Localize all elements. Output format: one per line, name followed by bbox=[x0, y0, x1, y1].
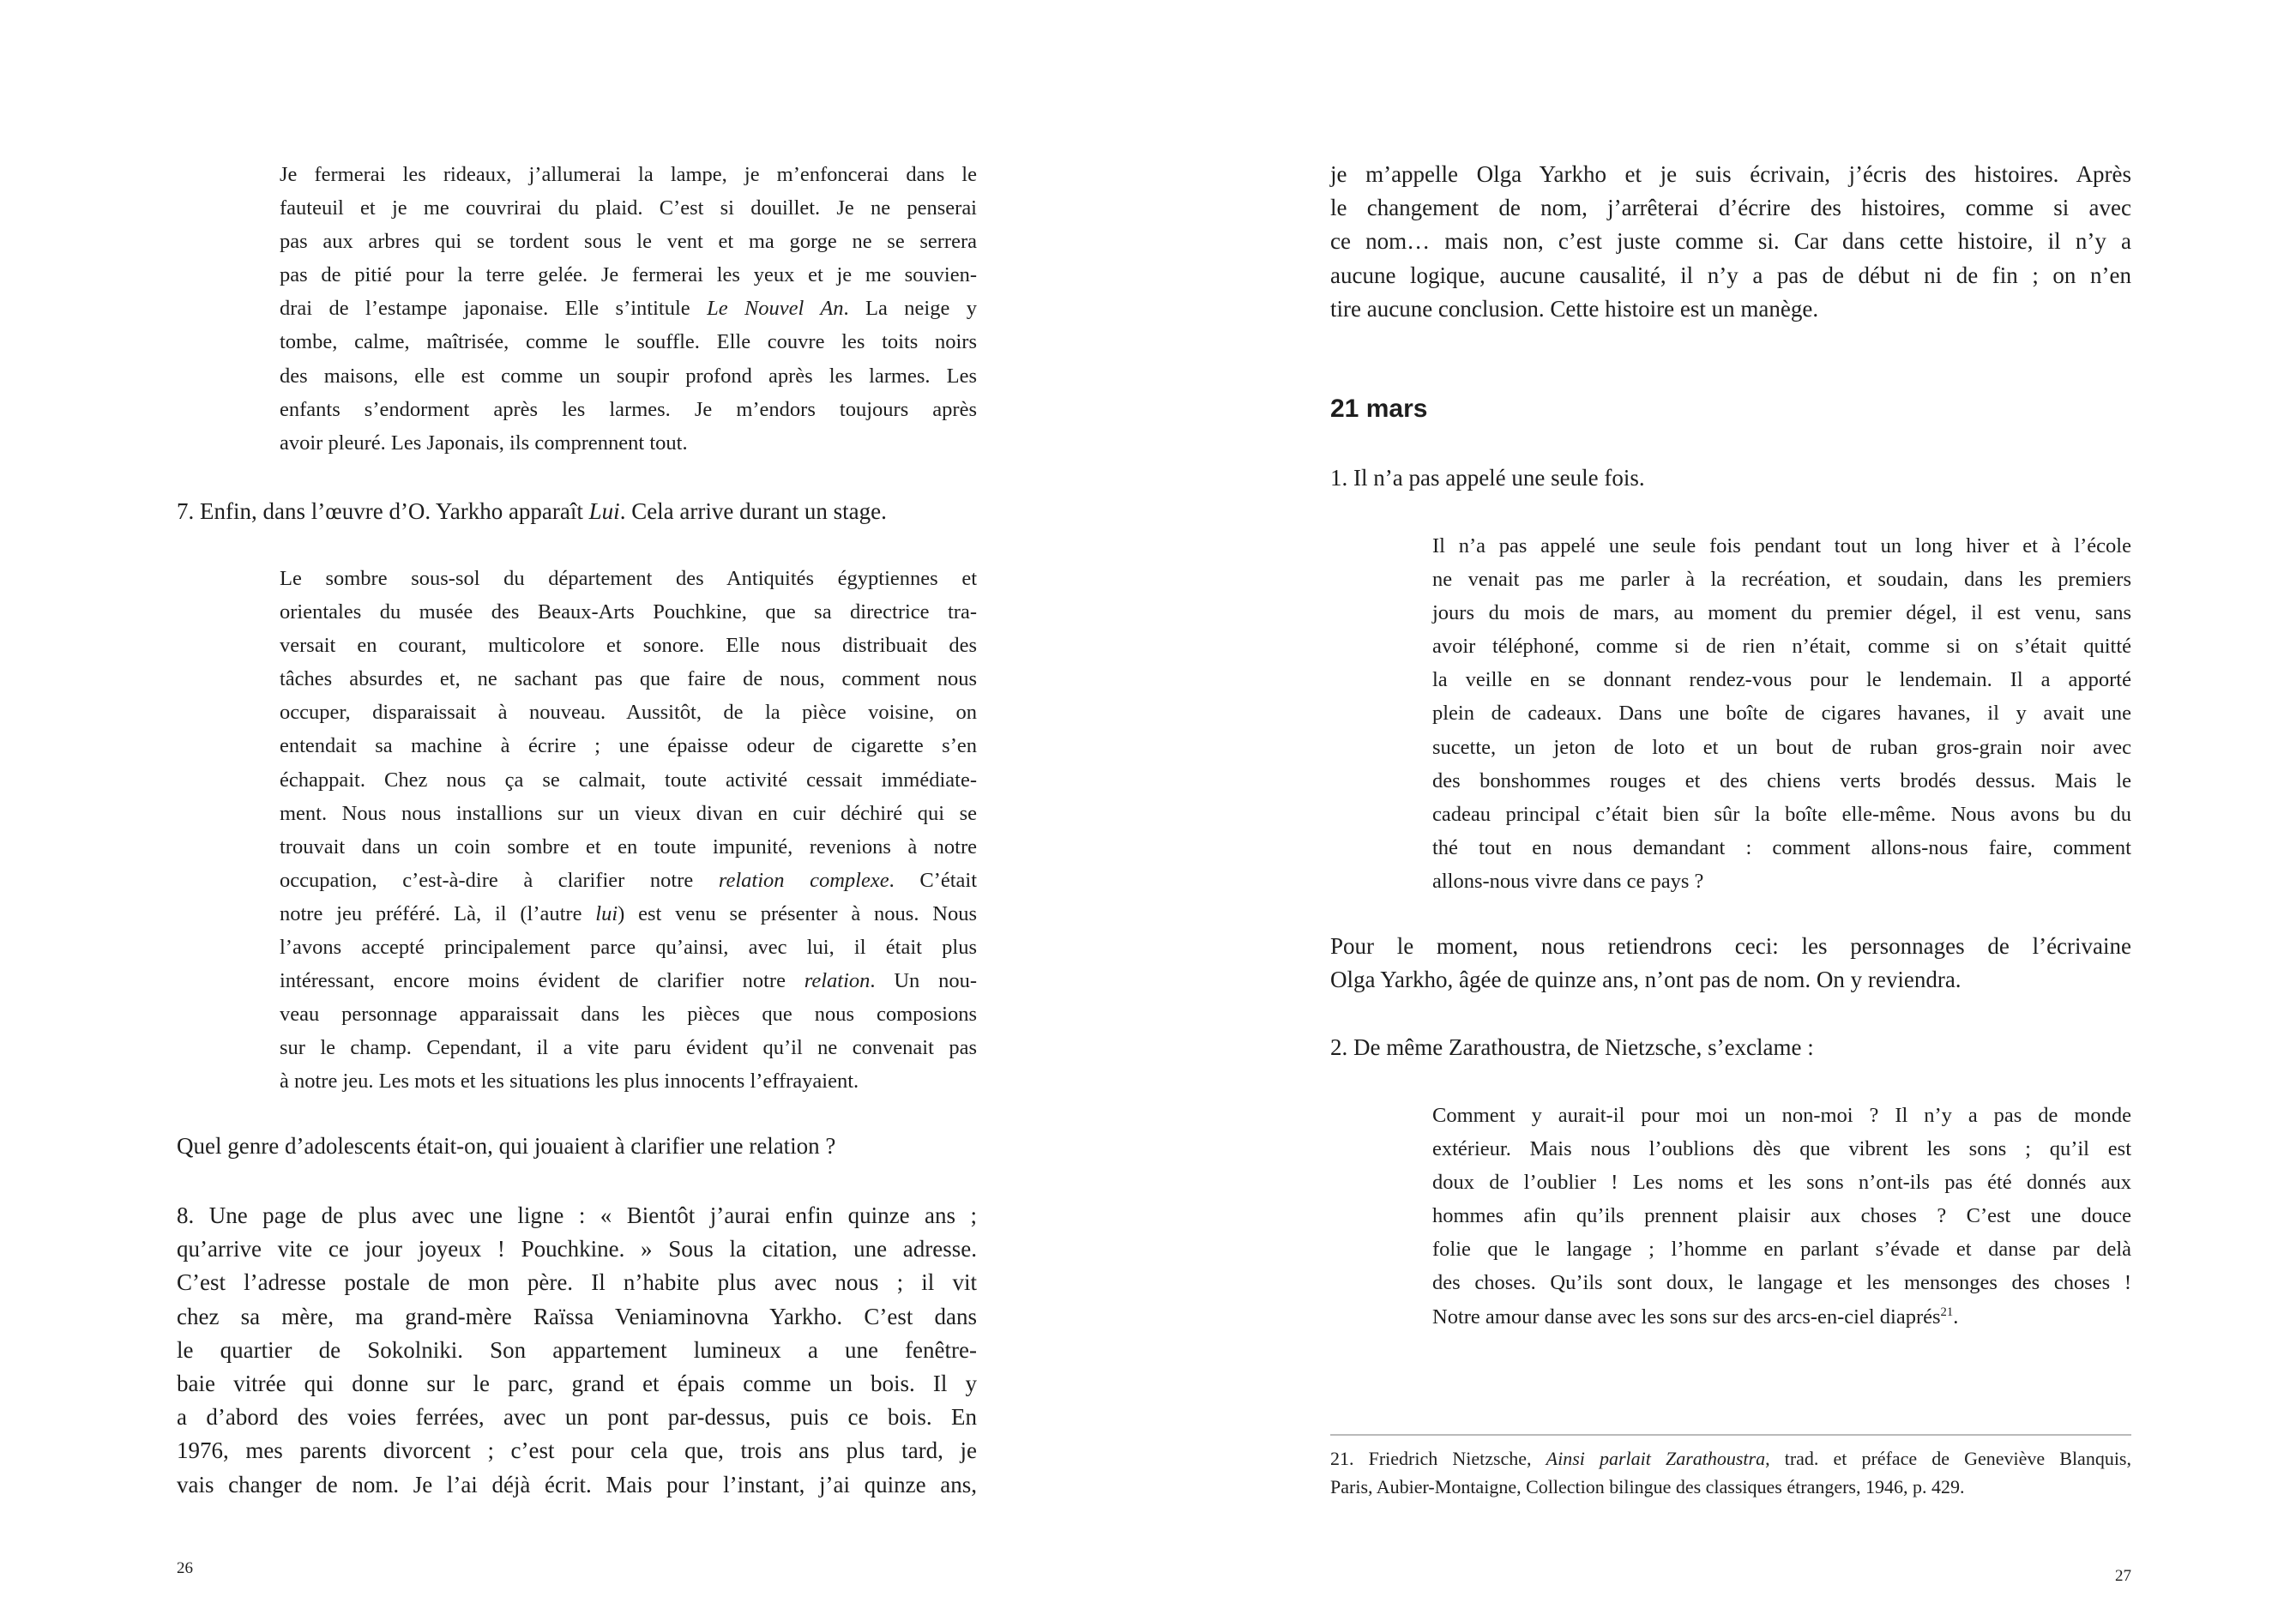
text-line bbox=[280, 595, 977, 629]
text-run: Il n’a pas appelé une seule fois pendant tout un long hiver et à l’école bbox=[1432, 534, 2131, 557]
text-run: sucette, un jeton de loto et un bout de ruban gros-grain noir avec bbox=[1432, 735, 2131, 759]
italic-text: relation bbox=[804, 969, 871, 993]
text-line bbox=[280, 191, 977, 225]
text-line bbox=[1432, 529, 2131, 563]
text-run: des choses. Qu’ils sont doux, le langage et les mensonges des choses ! bbox=[1432, 1271, 2131, 1295]
text-run: . La neige y bbox=[843, 297, 977, 321]
text-line bbox=[1432, 1300, 2131, 1334]
text-line bbox=[1432, 563, 2131, 596]
text-run: aucune logique, aucune causalité, il n’y a pas de début ni de fin ; on n’en bbox=[1330, 262, 2131, 288]
text-line bbox=[1330, 225, 2131, 258]
text-run: pas de pitié pour la terre gelée. Je fermerai les yeux et je me souvien- bbox=[280, 263, 977, 287]
text-line bbox=[280, 696, 977, 729]
text-run: Pour le moment, nous retiendrons ceci: les personnages de l’écrivaine bbox=[1330, 933, 2131, 959]
footnote-divider bbox=[1330, 1434, 2131, 1436]
text-run: la veille en se donnant rendez-vous pour le lendemain. Il a apporté bbox=[1432, 668, 2131, 692]
text-run: le changement de nom, j’arrêterai d’écrire des histoires, comme si avec bbox=[1330, 195, 2131, 221]
text-line bbox=[280, 258, 977, 292]
text-run: l’avons accepté principalement parce qu’ainsi, avec lui, il était plus bbox=[280, 936, 977, 960]
text-run: . Cela arrive durant un stage. bbox=[619, 498, 887, 524]
text-run: drai de l’estampe japonaise. Elle s’intitule bbox=[280, 297, 708, 321]
text-run: des bonshommes rouges et des chiens verts brodés dessus. Mais le bbox=[1432, 768, 2131, 792]
text-run: trouvait dans un coin sombre et en toute impunité, revenions à notre bbox=[280, 835, 977, 859]
text-run: extérieur. Mais nous l’oublions dès que vibrent les sons ; qu’il est bbox=[1432, 1137, 2131, 1161]
text-run: . bbox=[1953, 1305, 1959, 1329]
text-run: Le sombre sous-sol du département des Antiquités égyptiennes et bbox=[280, 567, 977, 590]
text-run: tombe, calme, maîtrisée, comme le souffle. Elle couvre les toits noirs bbox=[280, 330, 977, 354]
text-run: ce nom… mais non, c’est juste comme si. Car dans cette histoire, il n’y a bbox=[1330, 228, 2131, 255]
text-run: thé tout en nous demandant : comment allons-nous faire, comment bbox=[1432, 835, 2131, 859]
text-line bbox=[1432, 696, 2131, 730]
text-run: enfants s’endorment après les larmes. Je m’endors toujours après bbox=[280, 397, 977, 421]
text-run: Je fermerai les rideaux, j’allumerai la lampe, je m’enfoncerai dans le bbox=[280, 163, 977, 186]
text-line bbox=[1330, 461, 2131, 495]
text-line bbox=[177, 1232, 977, 1266]
text-line bbox=[280, 797, 977, 830]
text-line bbox=[1432, 630, 2131, 663]
text-line bbox=[1432, 663, 2131, 696]
text-run: entendait sa machine à écrire ; une épaisse odeur de cigarette s’en bbox=[280, 734, 977, 758]
text-run: tire aucune conclusion. Cette histoire est un manège. bbox=[1330, 295, 1819, 322]
text-run: ) est venu se présenter à nous. Nous bbox=[618, 901, 977, 925]
text-line bbox=[177, 495, 977, 528]
text-run: doux de l’oublier ! Les noms et les sons n’ont-ils pas été donnés aux bbox=[1432, 1171, 2131, 1195]
text-run: ment. Nous nous installions sur un vieux divan en cuir déchiré qui se bbox=[280, 801, 977, 825]
text-run: le quartier de Sokolniki. Son appartement lumineux a une fenêtre- bbox=[177, 1336, 977, 1363]
text-line bbox=[177, 1401, 977, 1434]
text-line bbox=[1432, 731, 2131, 764]
paragraph-question bbox=[177, 1130, 977, 1163]
text-line bbox=[1330, 1473, 2131, 1501]
text-run: vais changer de nom. Je l’ai déjà écrit. Mais pour l’instant, j’ai quinze ans, bbox=[177, 1471, 977, 1497]
page-number-left: 26 bbox=[177, 1559, 193, 1577]
text-line bbox=[1330, 259, 2131, 292]
text-line bbox=[280, 629, 977, 662]
text-line bbox=[1330, 930, 2131, 963]
text-line bbox=[280, 897, 977, 931]
text-line bbox=[280, 729, 977, 762]
text-line bbox=[177, 1367, 977, 1401]
section-heading: 21 mars bbox=[1330, 395, 1428, 423]
block-quote-zarathoustra bbox=[1432, 1099, 2131, 1334]
text-line bbox=[280, 158, 977, 191]
text-line bbox=[1330, 1031, 2131, 1064]
text-line bbox=[280, 359, 977, 393]
text-run: notre jeu préféré. Là, il (l’autre bbox=[280, 901, 596, 925]
text-line bbox=[1432, 865, 2131, 898]
text-line bbox=[1330, 158, 2131, 191]
block-quote-sous-sol bbox=[280, 562, 977, 1099]
text-run: avoir pleuré. Les Japonais, ils comprennent tout. bbox=[280, 431, 688, 455]
block-quote-estampe bbox=[280, 158, 977, 460]
text-line bbox=[1330, 1444, 2131, 1473]
text-line bbox=[177, 1266, 977, 1299]
text-run: tâches absurdes et, ne sachant pas que faire de nous, comment nous bbox=[280, 667, 977, 691]
text-line bbox=[1432, 1166, 2131, 1199]
text-line bbox=[1432, 764, 2131, 798]
block-quote-hiver bbox=[1432, 529, 2131, 898]
text-line bbox=[1432, 1199, 2131, 1232]
text-run: 21. Friedrich Nietzsche, bbox=[1330, 1448, 1546, 1469]
text-line bbox=[280, 864, 977, 897]
text-run: allons-nous vivre dans ce pays ? bbox=[1432, 869, 1704, 893]
italic-text: Lui bbox=[588, 498, 620, 524]
text-line bbox=[177, 1199, 977, 1232]
text-run: fauteuil et je me couvrirai du plaid. C’est si douillet. Je ne penserai bbox=[280, 196, 977, 220]
text-run: intéressant, encore moins évident de clarifier notre bbox=[280, 969, 805, 993]
text-line bbox=[1330, 191, 2131, 225]
text-line bbox=[280, 562, 977, 595]
text-line bbox=[280, 325, 977, 359]
text-run: sur le champ. Cependant, il a vite paru évident qu’il ne convenait pas bbox=[280, 1036, 977, 1060]
italic-text: Le Nouvel An bbox=[707, 297, 844, 321]
text-run: orientales du musée des Beaux-Arts Pouchkine, que sa directrice tra- bbox=[280, 600, 977, 624]
text-run: pas aux arbres qui se tordent sous le vent et ma gorge ne se serrera bbox=[280, 230, 977, 254]
text-run: des maisons, elle est comme un soupir profond après les larmes. Les bbox=[280, 364, 977, 388]
text-line bbox=[280, 426, 977, 460]
paragraph-continued bbox=[1330, 158, 2131, 326]
text-run: Olga Yarkho, âgée de quinze ans, n’ont pas de nom. On y reviendra. bbox=[1330, 967, 1962, 993]
text-line bbox=[1330, 292, 2131, 326]
text-line bbox=[280, 1031, 977, 1064]
text-line bbox=[280, 997, 977, 1031]
text-run: Quel genre d’adolescents était-on, qui jouaient à clarifier une relation ? bbox=[177, 1133, 836, 1159]
text-run: . Un nou- bbox=[870, 969, 977, 993]
text-line bbox=[280, 662, 977, 696]
text-line bbox=[280, 830, 977, 864]
footnote-21 bbox=[1330, 1444, 2131, 1501]
italic-text: relation complexe bbox=[718, 868, 889, 892]
text-line bbox=[1432, 1132, 2131, 1166]
text-run: C’est l’adresse postale de mon père. Il n’habite plus avec nous ; il vit bbox=[177, 1269, 977, 1296]
italic-text: lui bbox=[595, 901, 618, 925]
paragraph-pour-le-moment bbox=[1330, 930, 2131, 997]
text-run: cadeau principal c’était bien sûr la boîte elle-même. Nous avons bu du bbox=[1432, 802, 2131, 826]
text-line bbox=[1432, 1099, 2131, 1132]
text-run: échappait. Chez nous ça se calmait, toute activité cessait immédiate- bbox=[280, 768, 977, 792]
text-line bbox=[280, 393, 977, 426]
text-run: 2. De même Zarathoustra, de Nietzsche, s’exclame : bbox=[1330, 1034, 1814, 1060]
text-line bbox=[1432, 1266, 2131, 1299]
text-run: baie vitrée qui donne sur le parc, grand et épais comme un bois. Il y bbox=[177, 1371, 977, 1397]
text-line bbox=[177, 1300, 977, 1334]
text-line bbox=[177, 1468, 977, 1502]
paragraph-1 bbox=[1330, 461, 2131, 495]
text-run: versait en courant, multicolore et sonore. Elle nous distribuait des bbox=[280, 634, 977, 658]
text-line bbox=[1432, 831, 2131, 865]
text-line bbox=[280, 225, 977, 258]
text-run: , trad. et préface de Geneviève Blanquis, bbox=[1765, 1448, 2131, 1469]
text-run: plein de cadeaux. Dans une boîte de cigares havanes, il y avait une bbox=[1432, 702, 2131, 726]
text-line bbox=[177, 1434, 977, 1467]
text-run: à notre jeu. Les mots et les situations les plus innocents l’effrayaient. bbox=[280, 1070, 859, 1094]
text-run: chez sa mère, ma grand-mère Raïssa Veniaminovna Yarkho. C’est dans bbox=[177, 1303, 977, 1329]
paragraph-7 bbox=[177, 495, 977, 528]
text-run: Comment y aurait-il pour moi un non-moi ? Il n’y a pas de monde bbox=[1432, 1104, 2131, 1127]
text-run: jours du mois de mars, au moment du premier dégel, il est venu, sans bbox=[1432, 601, 2131, 625]
text-run: veau personnage apparaissait dans les pièces que nous composions bbox=[280, 1003, 977, 1027]
text-line bbox=[280, 292, 977, 325]
paragraph-2 bbox=[1330, 1031, 2131, 1064]
footnote-ref: 21 bbox=[1940, 1305, 1954, 1319]
text-line bbox=[280, 763, 977, 797]
text-run: hommes afin qu’ils prennent plaisir aux choses ? C’est une douce bbox=[1432, 1204, 2131, 1228]
text-line bbox=[1432, 596, 2131, 630]
paragraph-8 bbox=[177, 1199, 977, 1502]
text-run: 1976, mes parents divorcent ; c’est pour cela que, trois ans plus tard, je bbox=[177, 1437, 977, 1464]
text-line bbox=[280, 964, 977, 997]
text-run: Notre amour danse avec les sons sur des arcs-en-ciel diaprés bbox=[1432, 1305, 1941, 1329]
text-run: 7. Enfin, dans l’œuvre d’O. Yarkho apparaît bbox=[177, 498, 589, 524]
text-run: qu’arrive vite ce jour joyeux ! Pouchkine. » Sous la citation, une adresse. bbox=[177, 1236, 977, 1262]
text-line bbox=[1432, 798, 2131, 831]
text-run: occupation, c’est-à-dire à clarifier notre bbox=[280, 868, 719, 892]
page-number-right: 27 bbox=[2115, 1567, 2131, 1585]
text-line bbox=[280, 931, 977, 964]
text-run: folie que le langage ; l’homme en parlant s’évade et danse par delà bbox=[1432, 1238, 2131, 1262]
text-run: Paris, Aubier-Montaigne, Collection bilingue des classiques étrangers, 1946, p. 429. bbox=[1330, 1476, 1965, 1497]
text-run: 8. Une page de plus avec une ligne : « Bientôt j’aurai enfin quinze ans ; bbox=[177, 1202, 977, 1228]
text-run: a d’abord des voies ferrées, avec un pont par-dessus, puis ce bois. En bbox=[177, 1404, 977, 1431]
text-run: avoir téléphoné, comme si de rien n’était, comme si on s’était quitté bbox=[1432, 635, 2131, 659]
text-run: occuper, disparaissait à nouveau. Aussitôt, de la pièce voisine, on bbox=[280, 701, 977, 725]
text-line bbox=[280, 1064, 977, 1098]
text-run: je m’appelle Olga Yarkho et je suis écrivain, j’écris des histoires. Après bbox=[1330, 161, 2131, 187]
text-run: 1. Il n’a pas appelé une seule fois. bbox=[1330, 465, 1645, 491]
text-line bbox=[1330, 963, 2131, 997]
text-run: ne venait pas me parler à la recréation, et soudain, dans les premiers bbox=[1432, 568, 2131, 592]
text-run: . C’était bbox=[889, 868, 977, 892]
italic-text: Ainsi parlait Zarathoustra bbox=[1546, 1448, 1766, 1469]
text-line bbox=[177, 1334, 977, 1367]
text-line bbox=[177, 1130, 977, 1163]
text-line bbox=[1432, 1232, 2131, 1266]
